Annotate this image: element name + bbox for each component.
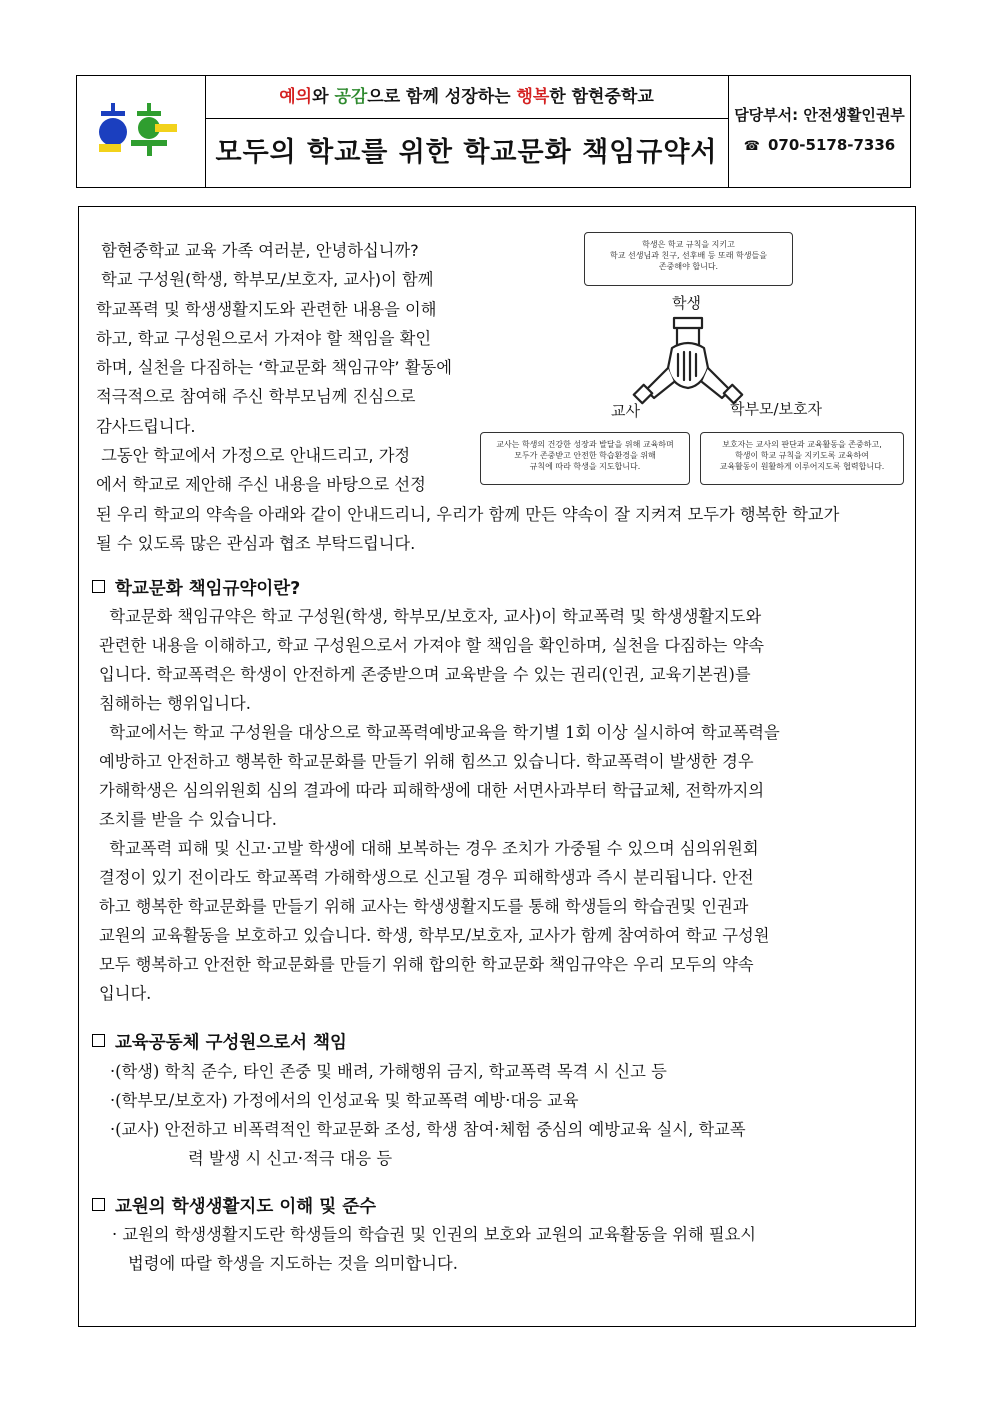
school-slogan bbox=[205, 76, 728, 119]
box-line: 교사는 학생의 건강한 성장과 발달을 위해 교육하며 bbox=[496, 440, 674, 449]
text-line: 감사드립니다. bbox=[96, 416, 196, 436]
box-line: 보호자는 교사의 판단과 교육활동을 존중하고, bbox=[722, 440, 882, 449]
parent-label: 학부모/보호자 bbox=[730, 400, 822, 418]
text-line: 학교에서는 학교 구성원을 대상으로 학교폭력예방교육을 학기별 1회 이상 실시하여 학교폭력을 bbox=[99, 723, 780, 742]
text-line: 학교문화 책임규약은 학교 구성원(학생, 학부모/보호자, 교사)이 학교폭력 및 학생생활지도와 bbox=[99, 607, 762, 626]
text-line: 학교 구성원(학생, 학부모/보호자, 교사)이 함께 bbox=[96, 270, 434, 290]
text-line: 입니다. 학교폭력은 학생이 안전하게 존중받으며 교육받을 수 있는 권리(인권, 교육기본권)를 bbox=[99, 665, 751, 684]
text-line: 결정이 있기 전이라도 학교폭력 가해학생으로 신고될 경우 피해학생과 즉시 분리됩니다. 안전 bbox=[99, 868, 754, 887]
text-line: 침해하는 행위입니다. bbox=[99, 694, 251, 713]
text-line: 될 수 있도록 많은 관심과 협조 부탁드립니다. bbox=[96, 534, 416, 554]
slogan-word-happiness: 행복 bbox=[516, 87, 550, 107]
parent-responsibility-box bbox=[700, 432, 904, 485]
section-heading-text: 학교문화 책임규약이란? bbox=[115, 579, 301, 599]
box-line: 학생이 학교 규칙을 지키도록 교육하여 bbox=[735, 451, 869, 460]
text-line: 적극적으로 참여해 주신 학부모님께 진심으로 bbox=[96, 387, 416, 407]
text-line: 예방하고 안전하고 행복한 학교문화를 만들기 위해 힘쓰고 있습니다. 학교폭력이 발생한 경우 bbox=[99, 752, 754, 771]
charter-paragraph bbox=[99, 602, 904, 1008]
joined-hands-icon bbox=[632, 316, 744, 412]
slogan-text: 으로 함께 성장하는 bbox=[367, 87, 517, 107]
checkbox-bullet-icon bbox=[92, 580, 105, 593]
text-line: 입니다. bbox=[99, 984, 152, 1003]
section-heading-text: 교원의 학생생활지도 이해 및 준수 bbox=[115, 1197, 377, 1217]
text-line: 된 우리 학교의 약속을 아래와 같이 안내드리니, 우리가 함께 만든 약속이 잘 지켜져 모두가 행복한 학교가 bbox=[96, 505, 840, 524]
teacher-label: 교사 bbox=[611, 402, 640, 420]
phone-text: 070-5178-7336 bbox=[767, 136, 896, 154]
section-heading-charter bbox=[92, 575, 300, 600]
text-line: 관련한 내용을 이해하고, 학교 구성원으로서 가져야 할 책임을 확인하며, 실천을 다짐하는 약속 bbox=[99, 636, 764, 655]
text-line: 하며, 실천을 다짐하는 ‘학교문화 책임규약’ 활동에 bbox=[96, 358, 452, 378]
intro-paragraph-wide bbox=[96, 500, 904, 559]
box-line: 존중해야 합니다. bbox=[658, 262, 719, 271]
text-line: 조치를 받을 수 있습니다. bbox=[99, 810, 277, 829]
slogan-word-courtesy: 예의 bbox=[279, 87, 313, 107]
slogan-text: 한 함현중학교 bbox=[549, 87, 654, 107]
section-heading-text: 교육공동체 구성원으로서 책임 bbox=[115, 1033, 347, 1053]
text-line: 교원의 교육활동을 보호하고 있습니다. 학생, 학부모/보호자, 교사가 함께 참여하여 학교 구성원 bbox=[99, 926, 770, 945]
text-line: 하고, 학교 구성원으로서 가져야 할 책임을 확인 bbox=[96, 328, 432, 348]
logo-cell bbox=[77, 76, 206, 187]
text-line: 학교폭력 및 학생생활지도와 관련한 내용을 이해 bbox=[96, 299, 437, 319]
school-logo-icon bbox=[77, 76, 205, 187]
checkbox-bullet-icon bbox=[92, 1034, 105, 1047]
text-line: 학교폭력 피해 및 신고·고발 학생에 대해 보복하는 경우 조치가 가중될 수 있으며 심의위원회 bbox=[99, 839, 759, 858]
list-item: ·(학생) 학칙 준수, 타인 존중 및 배려, 가해행위 금지, 학교폭력 목격 시 신고 등 bbox=[110, 1062, 667, 1081]
text-line: 에서 학교로 제안해 주신 내용을 바탕으로 선정 bbox=[96, 475, 426, 495]
student-responsibility-box bbox=[584, 232, 793, 286]
text-line: 그동안 학교에서 가정으로 안내드리고, 가정 bbox=[96, 446, 411, 466]
box-line: 학생은 학교 규칙을 지키고 bbox=[642, 240, 735, 249]
text-line: 함현중학교 교육 가족 여러분, 안녕하십니까? bbox=[96, 241, 419, 260]
header-table bbox=[76, 75, 911, 188]
checkbox-bullet-icon bbox=[92, 1198, 105, 1211]
box-line: 학교 선생님과 친구, 선후배 등 또래 학생들을 bbox=[610, 251, 767, 260]
list-item: 력 발생 시 신고·적극 대응 등 bbox=[188, 1149, 393, 1168]
list-item: ·(학부모/보호자) 가정에서의 인성교육 및 학교폭력 예방·대응 교육 bbox=[110, 1091, 579, 1110]
responsibility-list bbox=[110, 1057, 904, 1173]
phone-icon: ☎ bbox=[743, 139, 760, 154]
section-heading-guidance bbox=[92, 1193, 376, 1218]
box-line: 교육활동이 원활하게 이루어지도록 협력합니다. bbox=[719, 462, 885, 471]
list-item: ·(교사) 안전하고 비폭력적인 학교문화 조성, 학생 참여·체험 중심의 예방교육 실시, 학교폭 bbox=[110, 1120, 746, 1139]
title-cell bbox=[205, 76, 729, 187]
box-line: 규칙에 따라 학생을 지도합니다. bbox=[529, 462, 641, 471]
student-label: 학생 bbox=[672, 294, 701, 312]
intro-paragraph bbox=[96, 236, 462, 500]
slogan-word-empathy: 공감 bbox=[334, 87, 368, 107]
text-line: 가해학생은 심의위원회 심의 결과에 따라 피해학생에 대한 서면사과부터 학급교체, 전학까지의 bbox=[99, 781, 765, 800]
text-line: 모두 행복하고 안전한 학교문화를 만들기 위해 합의한 학교문화 책임규약은 우리 모두의 약속 bbox=[99, 955, 754, 974]
text-line: 법령에 따랄 학생을 지도하는 것을 의미합니다. bbox=[128, 1254, 458, 1273]
text-line: · 교원의 학생생활지도란 학생들의 학습권 및 인권의 보호와 교원의 교육활동을 위해 필요시 bbox=[112, 1225, 757, 1244]
department-label: 담당부서: 안전생활인권부 bbox=[734, 106, 905, 124]
contact-cell bbox=[729, 76, 910, 187]
slogan-text: 와 bbox=[312, 87, 335, 107]
box-line: 모두가 존중받고 안전한 학습환경을 위해 bbox=[514, 451, 656, 460]
phone-number bbox=[729, 136, 910, 154]
section-heading-responsibility bbox=[92, 1029, 347, 1054]
page-title: 모두의 학교를 위한 학교문화 책임규약서 bbox=[215, 137, 718, 168]
guidance-paragraph bbox=[112, 1220, 902, 1278]
text-line: 하고 행복한 학교문화를 만들기 위해 교사는 학생생활지도를 통해 학생들의 학습권및 인권과 bbox=[99, 897, 749, 916]
teacher-responsibility-box bbox=[480, 432, 690, 485]
